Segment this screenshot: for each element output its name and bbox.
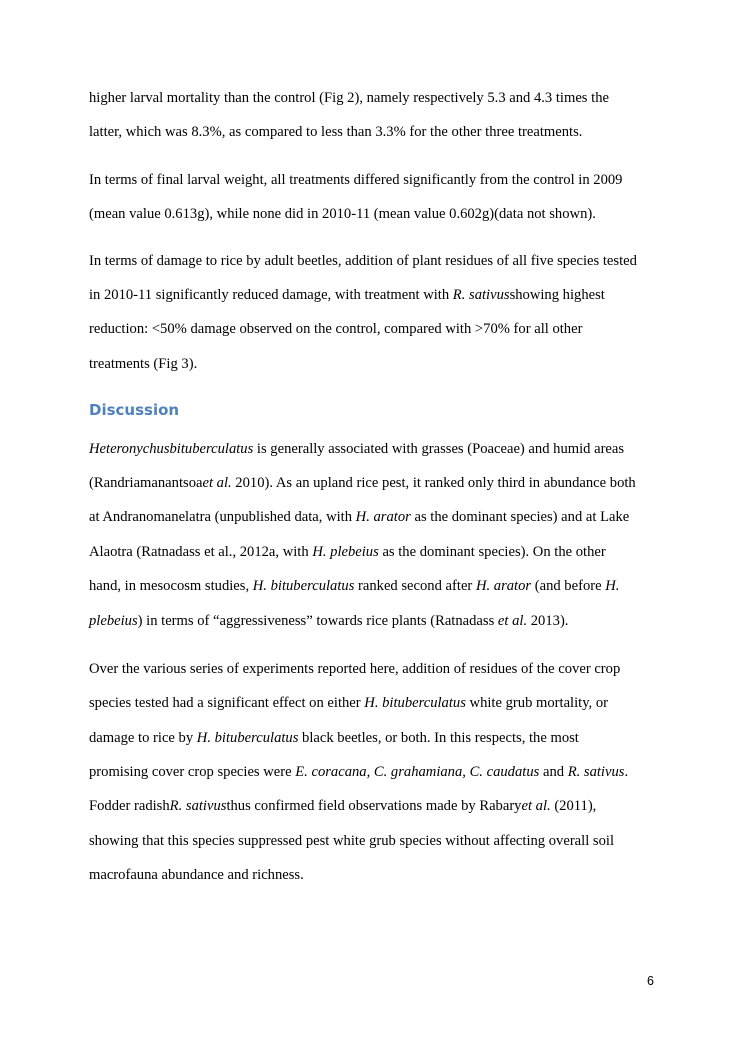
text-run: Fodder radish bbox=[89, 798, 170, 814]
italic-text: E. coracana, C. grahamiana, C. caudatus bbox=[295, 764, 540, 780]
italic-text: R. sativus bbox=[452, 287, 510, 303]
text-run: Over the various series of experiments reported here, addition of residues of the cover crop bbox=[89, 661, 621, 677]
text-line bbox=[89, 440, 624, 458]
italic-text: H. arator bbox=[355, 509, 411, 525]
text-run: promising cover crop species were bbox=[89, 764, 296, 780]
text-run: reduction: <50% damage observed on the control, compared with >70% for all other bbox=[89, 321, 583, 337]
text-run: In terms of damage to rice by adult beetles, addition of plant residues of all five species tested bbox=[89, 253, 637, 269]
italic-text: R. sativus bbox=[169, 798, 227, 814]
text-line bbox=[89, 508, 629, 526]
text-run: In terms of final larval weight, all treatments differed significantly from the control in 2009 bbox=[89, 172, 623, 188]
italic-text: H. bituberculatus bbox=[196, 730, 299, 746]
text-line bbox=[89, 832, 614, 850]
italic-text: Heteronychusbituberculatus bbox=[89, 441, 254, 457]
text-run: ranked second after bbox=[354, 578, 476, 594]
text-line bbox=[89, 729, 579, 747]
text-run: is generally associated with grasses (Poaceae) and humid areas bbox=[253, 441, 625, 457]
text-line bbox=[89, 320, 582, 338]
text-line bbox=[89, 252, 637, 270]
italic-text: et al. bbox=[202, 475, 232, 491]
text-run: in 2010-11 significantly reduced damage, with treatment with bbox=[89, 287, 453, 303]
text-line bbox=[89, 543, 606, 561]
text-run: . bbox=[624, 764, 629, 780]
text-run: white grub mortality, or bbox=[465, 695, 609, 711]
italic-text: H. bituberculatus bbox=[252, 578, 355, 594]
text-line bbox=[89, 355, 197, 373]
text-run: (and before bbox=[531, 578, 606, 594]
text-run: species tested had a significant effect on either bbox=[89, 695, 365, 711]
text-run: (2011), bbox=[550, 798, 597, 814]
text-run: at Andranomanelatra (unpublished data, with bbox=[89, 509, 356, 525]
text-run: as the dominant species). On the other bbox=[378, 544, 606, 560]
section-heading-discussion: Discussion bbox=[89, 401, 180, 419]
text-run: hand, in mesocosm studies, bbox=[89, 578, 253, 594]
text-run: (mean value 0.613g), while none did in 2010-11 (mean value 0.602g)(data not shown). bbox=[89, 206, 596, 222]
text-run: thus confirmed field observations made by Rabary bbox=[226, 798, 522, 814]
text-run: Alaotra (Ratnadass et al., 2012a, with bbox=[89, 544, 313, 560]
italic-text: plebeius bbox=[89, 613, 138, 629]
italic-text: H. bituberculatus bbox=[364, 695, 466, 711]
italic-text: R. sativus bbox=[567, 764, 625, 780]
text-line bbox=[89, 286, 605, 304]
text-run: black beetles, or both. In this respects, the most bbox=[298, 730, 579, 746]
text-run: and bbox=[539, 764, 568, 780]
italic-text: et al. bbox=[497, 613, 528, 629]
text-line bbox=[89, 474, 636, 492]
text-run: damage to rice by bbox=[89, 730, 197, 746]
text-run: ) in terms of “aggressiveness” towards rice plants (Ratnadass bbox=[137, 613, 498, 629]
text-line bbox=[89, 205, 596, 223]
text-run: showing highest bbox=[509, 287, 605, 303]
text-line bbox=[89, 171, 622, 189]
text-line bbox=[89, 763, 628, 781]
text-line bbox=[89, 612, 568, 630]
text-line bbox=[89, 123, 582, 141]
italic-text: H. arator bbox=[475, 578, 532, 594]
text-run: 2013). bbox=[527, 613, 569, 629]
text-run: as the dominant species) and at Lake bbox=[410, 509, 630, 525]
italic-text: H. plebeius bbox=[312, 544, 379, 560]
text-run: macrofauna abundance and richness. bbox=[89, 867, 304, 883]
text-line bbox=[89, 89, 609, 107]
page-number: 6 bbox=[647, 974, 654, 988]
text-run: higher larval mortality than the control (Fig 2), namely respectively 5.3 and 4.3 times the bbox=[89, 90, 609, 106]
text-line bbox=[89, 660, 620, 678]
text-run: latter, which was 8.3%, as compared to less than 3.3% for the other three treatments. bbox=[89, 124, 583, 140]
text-run: showing that this species suppressed pest white grub species without affecting overall soil bbox=[89, 833, 615, 849]
text-run: (Randriamanantsoa bbox=[89, 475, 203, 491]
text-run: treatments (Fig 3). bbox=[89, 356, 198, 372]
italic-text: et al. bbox=[521, 798, 551, 814]
text-line bbox=[89, 866, 304, 884]
italic-text: H. bbox=[605, 578, 620, 594]
text-line bbox=[89, 694, 608, 712]
text-run: 2010). As an upland rice pest, it ranked only third in abundance both bbox=[231, 475, 636, 491]
text-line bbox=[89, 577, 619, 595]
text-line bbox=[89, 797, 596, 815]
